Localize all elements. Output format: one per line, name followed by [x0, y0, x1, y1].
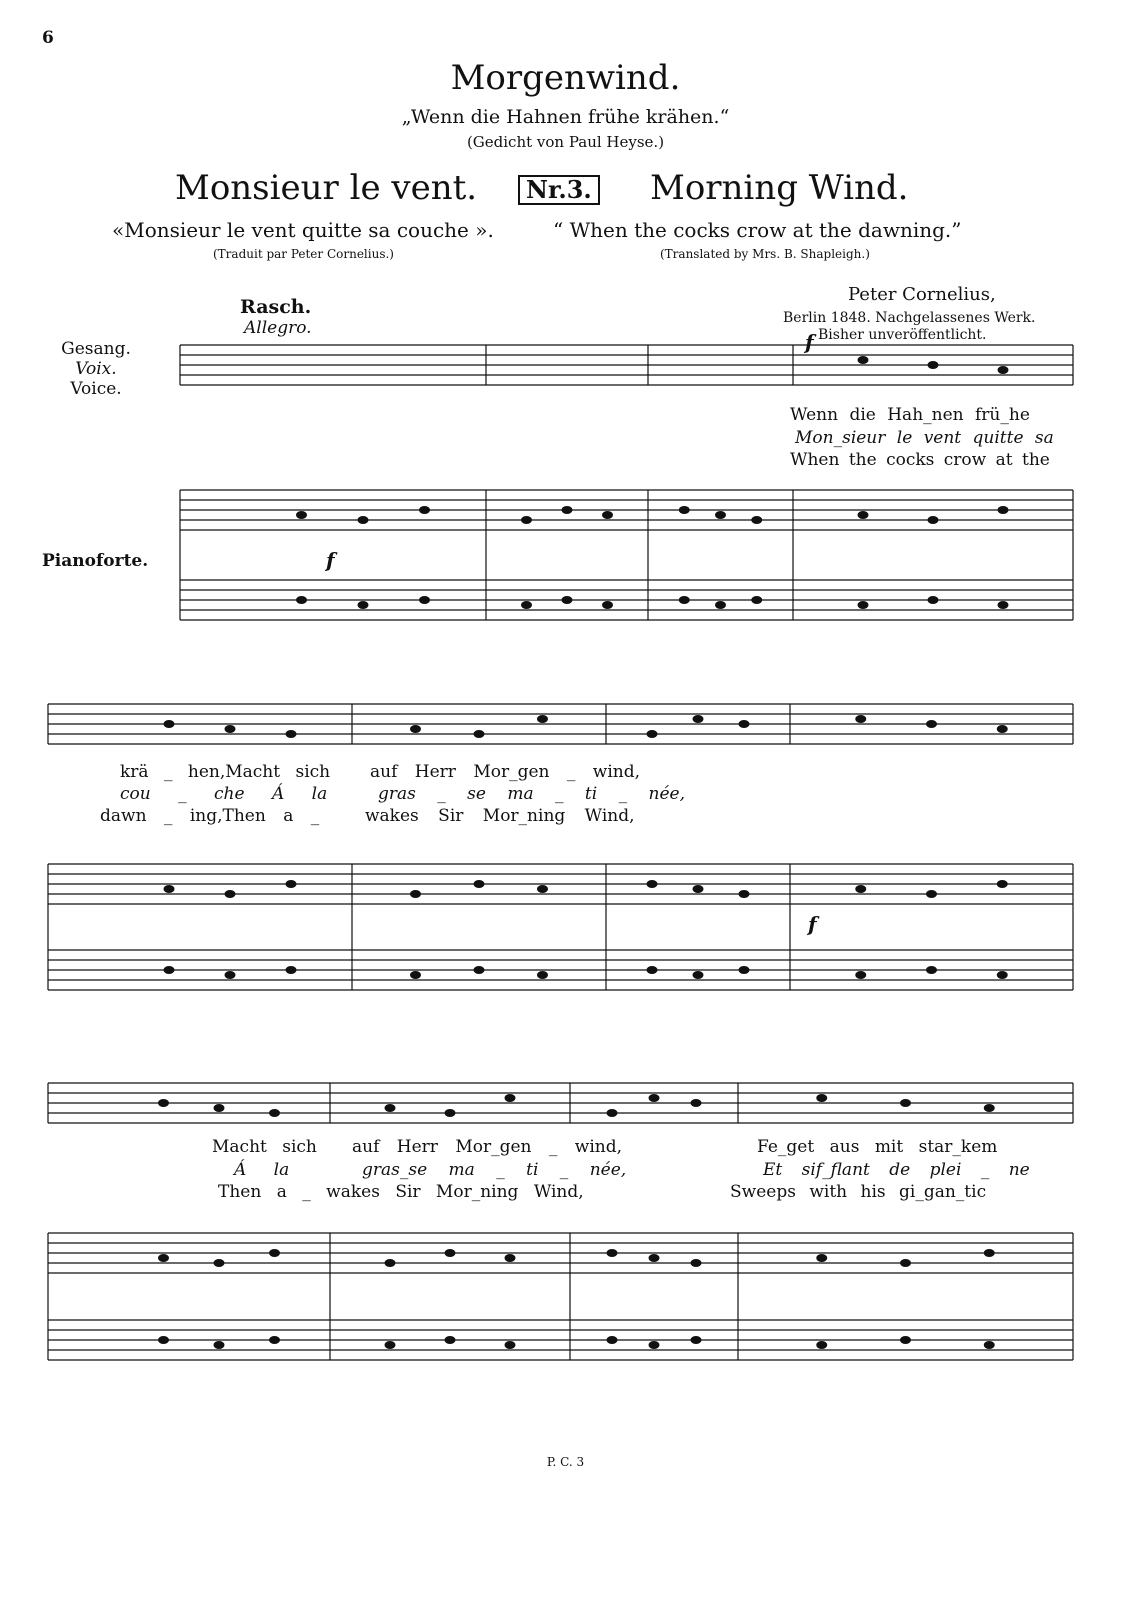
subtitle-french: «Monsieur le vent quitte sa couche ».	[112, 218, 494, 242]
notehead	[537, 885, 548, 893]
notehead	[855, 885, 866, 893]
notehead	[693, 971, 704, 979]
notehead	[537, 715, 548, 723]
notehead	[858, 601, 869, 609]
notehead	[225, 971, 236, 979]
lyric-s3-fr-b: gras_se ma _ ti _ née,	[362, 1160, 627, 1180]
notehead	[715, 511, 726, 519]
notehead	[410, 725, 421, 733]
notehead	[679, 596, 690, 604]
notehead	[984, 1104, 995, 1112]
notehead	[928, 361, 939, 369]
page-number: 6	[42, 28, 54, 48]
notehead	[816, 1094, 827, 1102]
lyric-s3-de-a: Macht sich	[212, 1137, 317, 1157]
notehead	[816, 1341, 827, 1349]
notehead	[562, 596, 573, 604]
notehead	[751, 516, 762, 524]
notehead	[928, 516, 939, 524]
notehead	[385, 1104, 396, 1112]
notehead	[419, 596, 430, 604]
notehead	[358, 516, 369, 524]
notehead	[602, 601, 613, 609]
notehead	[816, 1254, 827, 1262]
notehead	[158, 1336, 169, 1344]
plate-number: P. C. 3	[546, 1455, 585, 1469]
lyric-s1-fr: Mon_sieur le vent quitte sa	[795, 428, 1054, 448]
notehead	[562, 506, 573, 514]
poet-credit: (Gedicht von Paul Heyse.)	[466, 133, 665, 151]
lyric-s3-de-b: auf Herr Mor_gen _ wind,	[352, 1137, 623, 1157]
notehead	[505, 1341, 516, 1349]
notehead	[296, 596, 307, 604]
notehead	[691, 1336, 702, 1344]
notehead	[739, 890, 750, 898]
notehead	[474, 966, 485, 974]
lyric-s2-de-a: krä _ hen,Macht sich	[120, 762, 331, 782]
notehead	[410, 890, 421, 898]
composer-note-2: Bisher unveröffentlicht.	[818, 327, 987, 343]
notehead	[445, 1249, 456, 1257]
notehead	[649, 1341, 660, 1349]
notehead	[419, 506, 430, 514]
notehead	[445, 1109, 456, 1117]
notehead	[928, 596, 939, 604]
notehead	[693, 885, 704, 893]
label-voix: Voix.	[75, 359, 117, 379]
notehead	[647, 730, 658, 738]
lyric-s2-en-a: dawn _ ing,Then a _	[100, 806, 320, 826]
notehead	[691, 1259, 702, 1267]
notehead	[998, 366, 1009, 374]
lyric-s2-de-b: auf Herr Mor_gen _ wind,	[370, 762, 641, 782]
title-german: Morgenwind.	[450, 58, 681, 98]
notehead	[739, 720, 750, 728]
subtitle-german: „Wenn die Hahnen frühe krähen.“	[401, 106, 730, 128]
tempo-german: Rasch.	[240, 296, 312, 318]
label-gesang: Gesang.	[61, 339, 131, 359]
notehead	[410, 971, 421, 979]
notehead	[900, 1259, 911, 1267]
notehead	[998, 601, 1009, 609]
notehead	[474, 880, 485, 888]
notehead	[214, 1341, 225, 1349]
notehead	[286, 730, 297, 738]
composer-note-1: Berlin 1848. Nachgelassenes Werk.	[783, 310, 1036, 326]
notehead	[715, 601, 726, 609]
lyric-s3-en-a: Then a _ wakes Sir Mor_ning Wind,	[218, 1182, 584, 1202]
notehead	[214, 1104, 225, 1112]
lyric-s2-en-b: wakes Sir Mor_ning Wind,	[365, 806, 635, 826]
tempo-italian: Allegro.	[244, 318, 312, 338]
notehead	[998, 506, 1009, 514]
notehead	[537, 971, 548, 979]
notehead	[225, 890, 236, 898]
notehead	[997, 880, 1008, 888]
dynamic-forte-piano-1: f	[326, 548, 335, 572]
lyric-s3-fr-c: Et sif_flant de plei _ ne	[763, 1160, 1030, 1180]
notehead	[649, 1094, 660, 1102]
notehead	[900, 1099, 911, 1107]
lyric-s3-fr-a: Á la	[234, 1160, 290, 1180]
label-voice: Voice.	[70, 379, 122, 399]
notehead	[858, 511, 869, 519]
notehead	[214, 1259, 225, 1267]
notehead	[158, 1099, 169, 1107]
notehead	[751, 596, 762, 604]
lyric-s1-de: Wenn die Hah_nen frü_he	[790, 405, 1030, 425]
dynamic-forte-piano-2: f	[808, 912, 817, 936]
song-number-box: Nr.3.	[518, 175, 600, 205]
composer-credit: Peter Cornelius,	[848, 284, 996, 305]
notehead	[997, 971, 1008, 979]
notehead	[926, 890, 937, 898]
notehead	[926, 966, 937, 974]
notehead	[358, 601, 369, 609]
notehead	[385, 1341, 396, 1349]
dynamic-forte-voice: f	[805, 330, 814, 354]
notehead	[505, 1254, 516, 1262]
notehead	[521, 601, 532, 609]
notehead	[158, 1254, 169, 1262]
notehead	[647, 966, 658, 974]
notehead	[649, 1254, 660, 1262]
label-pianoforte: Pianoforte.	[42, 551, 149, 571]
notehead	[926, 720, 937, 728]
notehead	[385, 1259, 396, 1267]
lyric-s1-en: When the cocks crow at the	[790, 450, 1050, 470]
notehead	[286, 966, 297, 974]
lyric-s3-en-b: Sweeps with his gi_gan_tic	[730, 1182, 987, 1202]
notehead	[984, 1341, 995, 1349]
notehead	[296, 511, 307, 519]
lyric-s2-fr-a: cou _ che Á la	[120, 784, 328, 804]
notehead	[739, 966, 750, 974]
notehead	[858, 356, 869, 364]
notehead	[997, 725, 1008, 733]
notehead	[164, 720, 175, 728]
lyric-s2-fr-b: gras _ se ma _ ti _ née,	[378, 784, 685, 804]
subtitle-english: “ When the cocks crow at the dawning.”	[553, 218, 962, 242]
notehead	[647, 880, 658, 888]
notehead	[164, 885, 175, 893]
notehead	[474, 730, 485, 738]
notehead	[164, 966, 175, 974]
notehead	[855, 715, 866, 723]
notehead	[607, 1109, 618, 1117]
notehead	[225, 725, 236, 733]
lyric-s3-de-c: Fe_get aus mit star_kem	[757, 1137, 998, 1157]
notehead	[984, 1249, 995, 1257]
notehead	[269, 1249, 280, 1257]
notehead	[445, 1336, 456, 1344]
notehead	[607, 1336, 618, 1344]
notehead	[602, 511, 613, 519]
notehead	[679, 506, 690, 514]
title-english: Morning Wind.	[650, 168, 909, 208]
notehead	[505, 1094, 516, 1102]
translator-french: (Traduit par Peter Cornelius.)	[213, 247, 394, 261]
title-french: Monsieur le vent.	[175, 168, 478, 208]
notehead	[900, 1336, 911, 1344]
notehead	[286, 880, 297, 888]
notehead	[691, 1099, 702, 1107]
notehead	[269, 1109, 280, 1117]
notehead	[855, 971, 866, 979]
notehead	[269, 1336, 280, 1344]
notehead	[607, 1249, 618, 1257]
notehead	[693, 715, 704, 723]
notehead	[521, 516, 532, 524]
translator-english: (Translated by Mrs. B. Shapleigh.)	[660, 247, 870, 261]
